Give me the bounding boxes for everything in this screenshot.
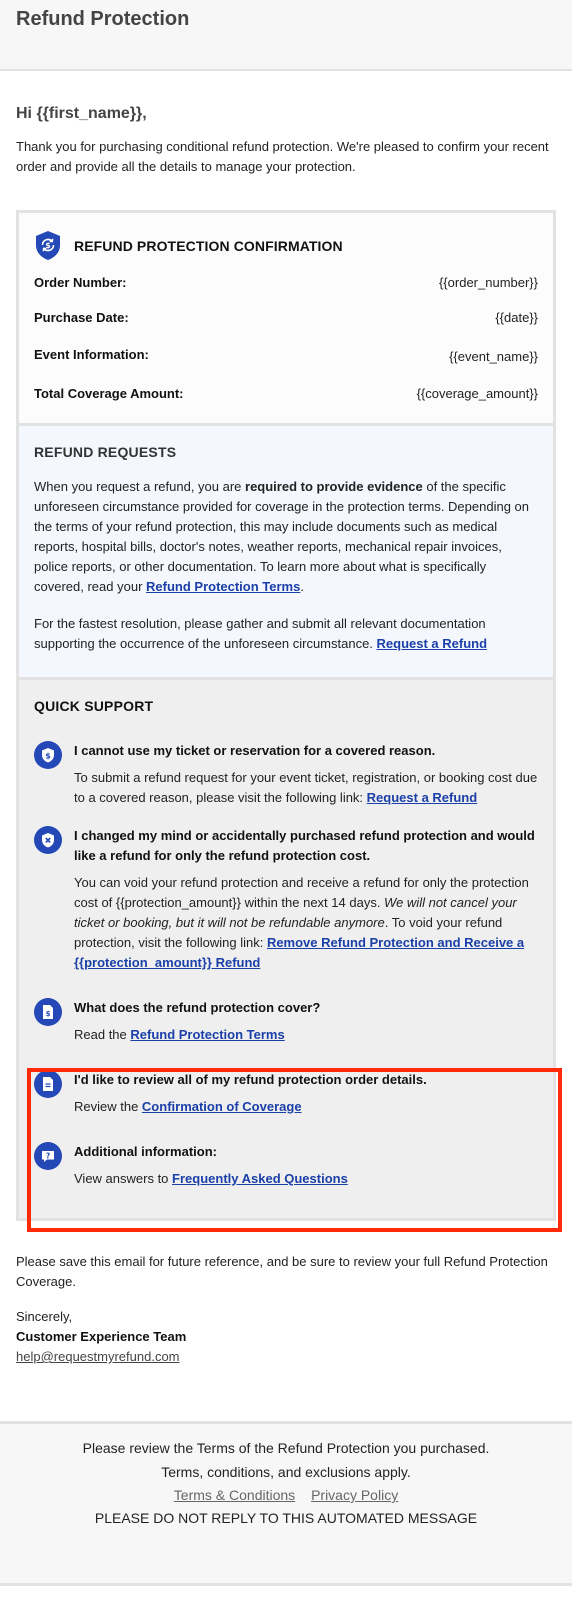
requests-text-1: When you request a refund, you are <box>34 479 246 494</box>
support-answer-text: View answers to <box>74 1171 173 1186</box>
coverage-amount-row <box>34 386 538 401</box>
event-information-value: {{event_name}} <box>449 349 538 364</box>
email-title: Refund Protection <box>16 8 190 30</box>
requests-text-end: . <box>300 579 304 594</box>
footer-review-terms: Please review the Terms of the Refund Protection you purchased. <box>82 1440 490 1456</box>
confirmation-card <box>19 213 553 423</box>
support-question: What does the refund protection cover? <box>74 1000 321 1015</box>
refund-requests-title: REFUND REQUESTS <box>34 444 177 460</box>
email-body <box>0 105 572 1367</box>
support-item-covered-reason <box>34 741 538 808</box>
support-question: I'd like to review all of my refund protection order details. <box>74 1072 427 1087</box>
document-icon <box>34 998 62 1026</box>
support-item-changed-mind <box>34 826 538 973</box>
order-number-label: Order Number: <box>34 275 127 290</box>
team-signature: Customer Experience Team <box>16 1329 187 1344</box>
support-answer-text: To submit a refund request for your event ticket, registration, or booking cost due to a covered reason, please visit the following link: <box>74 770 538 805</box>
coverage-amount-value: {{coverage_amount}} <box>416 386 538 401</box>
faq-link[interactable]: Frequently Asked Questions <box>172 1171 348 1186</box>
cancel-shield-icon <box>34 826 62 854</box>
order-number-row <box>34 275 538 290</box>
support-answer-text: You can void your refund protection and receive a refund for only the protection cost of {{protection_amount}} within the next 14 days. <box>74 875 529 910</box>
support-question: I cannot use my ticket or reservation for a covered reason. <box>74 743 436 758</box>
refund-shield-icon <box>34 741 62 769</box>
save-email-note: Please save this email for future reference, and be sure to review your full Refund Protection Coverage. <box>16 1254 548 1289</box>
footer-no-reply: PLEASE DO NOT REPLY TO THIS AUTOMATED MESSAGE <box>94 1510 478 1526</box>
support-answer <box>74 873 538 973</box>
email-header <box>0 0 572 71</box>
support-answer-text: Review the <box>74 1099 142 1114</box>
refund-requests-paragraph <box>34 477 538 597</box>
purchase-date-label: Purchase Date: <box>34 310 129 325</box>
refund-protection-terms-link[interactable]: Refund Protection Terms <box>146 579 301 594</box>
svg-text:?: ? <box>45 1151 51 1161</box>
support-question: Additional information: <box>74 1144 217 1159</box>
requests-text-2: of the specific unforeseen circumstance provided for coverage in the protection terms. Depending on the terms of your refund protection, this may include documents such as medical reports, hospital bills, doctor's notes, weather reports, mechanical repair invoices, police reports, or other documentation. To learn more about what is specifically covered, read your <box>34 479 530 594</box>
closing-section <box>16 1252 556 1367</box>
support-email-link[interactable]: help@requestmyrefund.com <box>16 1349 180 1364</box>
greeting: Hi {{first_name}}, <box>16 105 147 122</box>
remove-protection-link[interactable]: Remove Refund Protection and Receive a {{protection_amount}} Refund <box>74 935 525 970</box>
sincerely: Sincerely, <box>16 1309 73 1324</box>
svg-text:$: $ <box>45 1010 51 1018</box>
svg-text:$: $ <box>45 241 51 251</box>
svg-text:$: $ <box>45 751 51 761</box>
coverage-amount-label: Total Coverage Amount: <box>34 386 184 401</box>
highlight-box <box>27 1068 562 1232</box>
order-number-value: {{order_number}} <box>438 275 538 290</box>
intro-paragraph: Thank you for purchasing conditional refund protection. We're pleased to confirm your recent order and provide all the details to manage your protection. <box>16 139 549 174</box>
support-answer <box>74 768 538 808</box>
evidence-emphasis: required to provide evidence <box>245 479 423 494</box>
confirmation-title: REFUND PROTECTION CONFIRMATION <box>74 237 343 254</box>
refund-requests-card <box>19 423 553 677</box>
confirmation-of-coverage-link[interactable]: Confirmation of Coverage <box>141 1099 302 1114</box>
request-refund-link[interactable]: Request a Refund <box>376 636 488 651</box>
support-answer-text: Read the <box>74 1027 131 1042</box>
support-item-coverage <box>34 998 538 1045</box>
fastest-resolution-paragraph <box>34 614 538 654</box>
purchase-date-value: {{date}} <box>495 310 538 325</box>
not-refundable-note: We will not cancel your ticket or booking, but it will not be refundable anymore <box>74 895 517 930</box>
protection-cards <box>16 210 556 1221</box>
resolution-text: For the fastest resolution, please gather and submit all relevant documentation supporting the occurrence of the unforeseen circumstance. <box>34 616 486 651</box>
refund-protection-terms-link[interactable]: Refund Protection Terms <box>130 1027 285 1042</box>
purchase-date-row <box>34 310 538 325</box>
quick-support-title: QUICK SUPPORT <box>34 698 154 714</box>
event-information-row <box>34 347 538 364</box>
email-footer <box>0 1421 572 1586</box>
request-refund-link[interactable]: Request a Refund <box>366 790 478 805</box>
support-question: I changed my mind or accidentally purchased refund protection and would like a refund for only the refund protection cost. <box>74 828 535 863</box>
refund-shield-icon <box>34 230 62 261</box>
footer-exclusions: Terms, conditions, and exclusions apply. <box>161 1464 411 1480</box>
support-answer <box>74 1025 538 1045</box>
privacy-policy-link[interactable]: Privacy Policy <box>311 1487 399 1503</box>
footer-links <box>0 1487 572 1503</box>
event-information-label: Event Information: <box>34 347 149 362</box>
terms-conditions-link[interactable]: Terms & Conditions <box>173 1487 296 1503</box>
quick-support-card <box>19 677 553 1218</box>
support-answer-text: . To void your refund protection, visit the following link: <box>74 915 503 950</box>
